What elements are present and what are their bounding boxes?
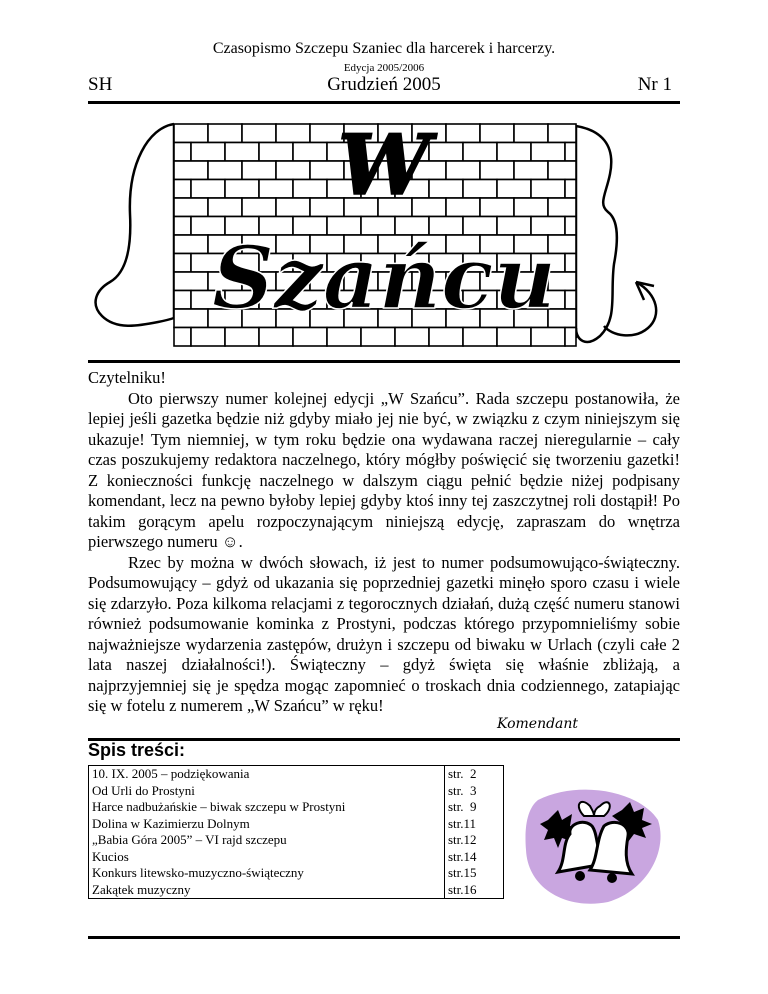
toc-item-title: Dolina w Kazimierzu Dolnym bbox=[92, 815, 250, 831]
toc-item-title: 10. IX. 2005 – podziękowania bbox=[92, 766, 250, 781]
toc-item-page: str.11 bbox=[445, 816, 504, 833]
header-sh: SH bbox=[88, 74, 113, 95]
masthead bbox=[88, 104, 680, 358]
toc-row bbox=[89, 882, 504, 899]
masthead-title-bottom: Szańcu bbox=[211, 228, 557, 329]
scroll-left-curl bbox=[96, 124, 174, 326]
toc-row bbox=[89, 816, 504, 833]
toc-item-title: „Babia Góra 2005” – VI rajd szczepu bbox=[92, 832, 287, 847]
toc-item-page: str.12 bbox=[445, 832, 504, 849]
editorial-article bbox=[88, 368, 680, 717]
toc-item-title: Konkurs litewsko-muzyczno-świąteczny bbox=[92, 865, 304, 880]
header-subtitle: Czasopismo Szczepu Szaniec dla harcerek i harcerzy. bbox=[212, 40, 556, 57]
toc-item-title: Od Urli do Prostyni bbox=[92, 782, 195, 798]
article-signature: Komendant bbox=[497, 716, 579, 732]
toc-row bbox=[89, 832, 504, 849]
toc-item-page: str.15 bbox=[445, 865, 504, 882]
toc-row bbox=[89, 766, 504, 783]
masthead-art bbox=[88, 104, 680, 358]
toc-row bbox=[89, 849, 504, 866]
toc-table bbox=[88, 765, 504, 899]
article-paragraph-1: Oto pierwszy numer kolejnej edycji „W Szańcu”. Rada szczepu postanowiła, że lepiej jeśli gazetka będzie niż gdyby miało jej nie być, w związku z czym niniejszym się ukazuje! Tym niemniej, w tym roku będzie ona wydawana raczej nieregularnie – cały czas poszukujemy redaktora naczelnego, który mógłby poświęcić się tworzeniu gazetki! Z konieczności funkcję naczelnego w dalszym ciągu pełnić będzie niżej podpisany komendant, lecz na pewno byłoby lepiej gdyby ktoś inny tej zaszczytnej roli dostąpił! Po takim gorącym apelu rozpoczynającym niniejszą edycję, zapraszam do wnętrza pierwszego numeru ☺. bbox=[88, 388, 680, 551]
toc-item-page: str.14 bbox=[445, 849, 504, 866]
toc-item-page: str.16 bbox=[445, 882, 504, 899]
toc-item-page: str. 2 bbox=[445, 766, 504, 783]
scroll-right-curl bbox=[576, 126, 617, 342]
toc-row bbox=[89, 783, 504, 800]
header-edition: Edycja 2005/2006 bbox=[343, 62, 425, 74]
toc-item-page: str. 9 bbox=[445, 799, 504, 816]
toc-row bbox=[89, 865, 504, 882]
article-greeting: Czytelniku! bbox=[88, 368, 166, 387]
christmas-bells-icon bbox=[518, 780, 668, 910]
article-paragraph-2: Rzec by można w dwóch słowach, iż jest to numer podsumowująco-świąteczny. Podsumowujący – gdyż od ukazania się poprzedniej gazetki minęło sporo czasu i wiele się zdarzyło. Poza kilkoma relacjami z tegorocznych działań, dużą część numeru stanowi również podsumowanie kominka z Prostyni, podczas którego przypomnieliśmy sobie najważniejsze wydarzenia zastępów, drużyn i szczepu od biwaku w Urlach (czyli całe 2 lata naszej działalności!). Świąteczny – gdyż święta się właśnie zbliżają, a najprzyjemniej się je spędza mogąc zapomnieć o troskach dnia codziennego, zatapiając się w fotelu z numerem „W Szańcu” w ręku! bbox=[88, 552, 680, 715]
toc-title: Spis treści: bbox=[88, 740, 186, 760]
toc-item-page: str. 3 bbox=[445, 783, 504, 800]
header-issue-number: Nr 1 bbox=[637, 74, 672, 95]
header-date: Grudzień 2005 bbox=[327, 74, 441, 95]
toc-row bbox=[89, 799, 504, 816]
footer-rule bbox=[88, 936, 680, 939]
toc-item-title: Zakątek muzyczny bbox=[92, 881, 191, 897]
toc-item-title: Kucios bbox=[92, 848, 129, 864]
masthead-title-top: W bbox=[337, 118, 431, 214]
masthead-rule bbox=[88, 360, 680, 363]
toc-item-title: Harce nadbużańskie – biwak szczepu w Prostyni bbox=[92, 799, 346, 814]
